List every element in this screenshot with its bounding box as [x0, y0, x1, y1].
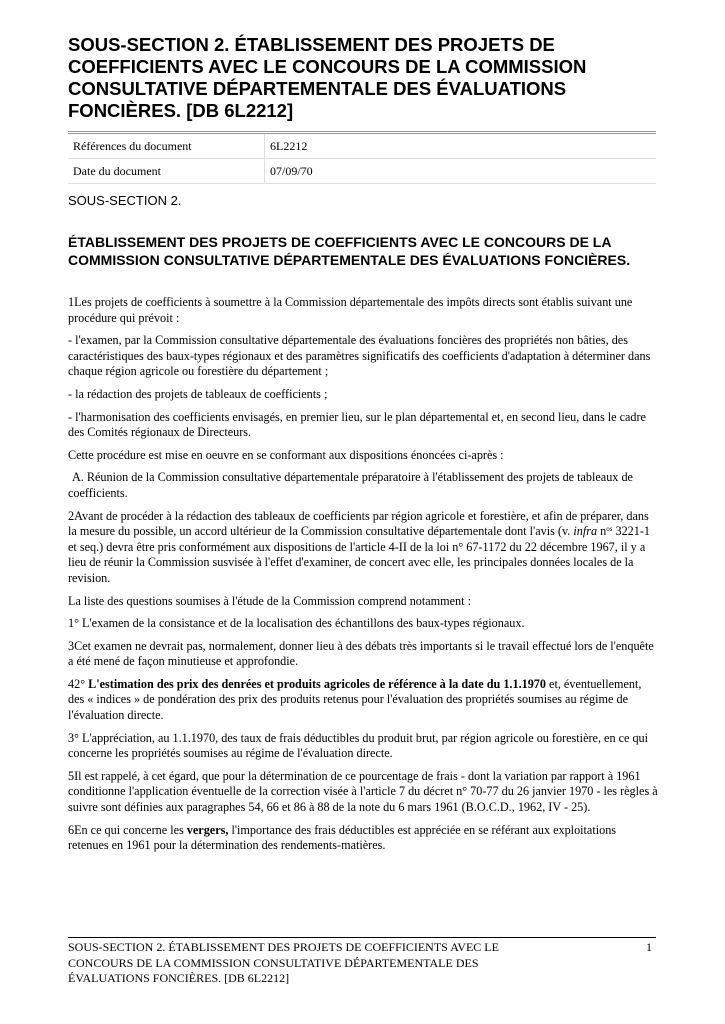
meta-value: 07/09/70 — [265, 159, 657, 184]
paragraph: - l'examen, par la Commission consultative départementale des évaluations foncières des propriétés non bâties, des caractéristiques des baux-types régionaux et des paramètres significatifs des coefficients d'adaptation à déterminer dans chaque région agricole ou forestière du département ; — [68, 333, 651, 379]
paragraph — [68, 509, 658, 587]
meta-label: Références du document — [68, 133, 265, 159]
paragraph — [68, 677, 658, 724]
page-number: 1 — [646, 940, 652, 954]
paragraph: A. Réunion de la Commission consultative départementale préparatoire à l'établissement des projets de tableaux de coefficients. — [68, 470, 633, 500]
text-run-bold: vergers, — [186, 822, 229, 837]
text-run: 6En ce qui concerne les — [68, 822, 187, 837]
text-run: n — [597, 524, 607, 539]
text-run: l'importance des frais déductibles est appréciée en se référant aux exploitations retenues en 1961 pour la détermination des rendements-matières. — [68, 822, 617, 853]
footer-divider — [68, 937, 656, 938]
document-body — [68, 295, 658, 861]
text-run-bold: L'estimation des prix des denrées et produits agricoles de référence à la date du 1.1.1970 — [88, 676, 546, 691]
paragraph: La liste des questions soumises à l'étude de la Commission comprend notamment : — [68, 593, 471, 608]
paragraph: Cette procédure est mise en oeuvre en se conformant aux dispositions énoncées ci-après : — [68, 447, 504, 462]
text-run: et, éventuellement, des « indices » de pondération des prix des produits retenus pour l'évaluation des propriétés soumises au régime de l'évaluation directe. — [68, 676, 642, 723]
paragraph: - l'harmonisation des coefficients envisagés, en premier lieu, sur le plan départemental et, en second lieu, dans le cadre des Comités régionaux de Directeurs. — [68, 409, 646, 440]
text-run: 2Avant de procéder à la rédaction des tableaux de coefficients par région agricole et forestière, et afin de préparer, dans la mesure du possible, un accord ultérieur de la Commission consultative départementale dont l'avis (v. — [68, 508, 649, 539]
superscript: os — [606, 525, 613, 534]
paragraph: 1Les projets de coefficients à soumettre à la Commission départementale des impôts directs sont établis suivant une procédure qui prévoit : — [68, 295, 633, 325]
section-title: ÉTABLISSEMENT DES PROJETS DE COEFFICIENTS AVEC LE CONCOURS DE LA COMMISSION CONSULTATIVE DÉPARTEMENTALE DES ÉVALUATIONS FONCIÈRES. — [68, 234, 631, 268]
paragraph: 3Cet examen ne devrait pas, normalement, donner lieu à des débats très importants si le travail effectué lors de l'enquête a été mené de façon minutieuse et approfondie. — [68, 638, 654, 669]
document-title: SOUS-SECTION 2. ÉTABLISSEMENT DES PROJETS DE COEFFICIENTS AVEC LE CONCOURS DE LA COMMISSION CONSULTATIVE DÉPARTEMENTALE DES ÉVALUATIONS FONCIÈRES. [DB 6L2212] — [68, 34, 587, 121]
paragraph: 5Il est rappelé, à cet égard, que pour la détermination de ce pourcentage de frais - dont la variation par rapport à 1961 conditionne l'application éventuelle de la correction visée à l'article 7 du décret n° 70-77 du 26 janvier 1970 - les règles à suivre sont définies aux paragraphes 54, 66 et 86 à 88 de la note du 6 mars 1961 (B.O.C.D., 1962, IV - 25). — [68, 768, 658, 815]
text-run: 3221-1 et seq.) devra être pris conformément aux dispositions de l'article 4-II de la loi n° 67-1172 du 22 décembre 1967, il y a lieu de réunir la Commission susvisée à l'effet d'examiner, de concert avec elle, les principales données locales de la revision. — [68, 524, 651, 585]
page-footer: SOUS-SECTION 2. ÉTABLISSEMENT DES PROJETS DE COEFFICIENTS AVEC LE CONCOURS DE LA COMMISSION CONSULTATIVE DÉPARTEMENTALE DES ÉVALUATIONS FONCIÈRES. [DB 6L2212] — [68, 940, 499, 985]
paragraph: 1° L'examen de la consistance et de la localisation des échantillons des baux-types régionaux. — [68, 616, 525, 631]
meta-label: Date du document — [68, 159, 265, 184]
meta-row-date — [68, 159, 656, 184]
paragraph: - la rédaction des projets de tableaux de coefficients ; — [68, 386, 328, 401]
paragraph: 3° L'appréciation, au 1.1.1970, des taux de frais déductibles du produit brut, par région agricole ou forestière, en ce qui concerne les propriétés soumises au régime de l'évaluation directe. — [68, 730, 649, 761]
meta-value: 6L2212 — [265, 133, 657, 159]
paragraph — [68, 823, 658, 854]
text-run-italic: infra — [573, 524, 598, 539]
subsection-label: SOUS-SECTION 2. — [68, 193, 182, 208]
meta-row-reference — [68, 133, 656, 159]
text-run: 42° — [68, 676, 89, 691]
document-meta-table — [68, 131, 656, 184]
